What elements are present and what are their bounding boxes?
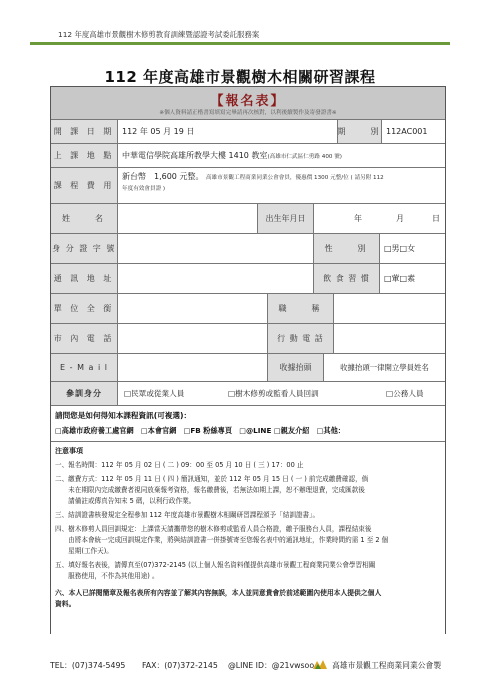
position-label: 職 稱 xyxy=(267,294,333,323)
mobile-label: 行 動 電 話 xyxy=(267,324,333,353)
venue-label: 上 課 地 點 xyxy=(51,144,117,167)
consent-line-2: 資料。 xyxy=(55,600,76,608)
row-date xyxy=(51,119,445,143)
identity-label: 參訓身分 xyxy=(51,382,117,405)
row-fee xyxy=(51,167,445,203)
session-label: 期 別 xyxy=(337,120,381,143)
date-label: 開 課 日 期 xyxy=(51,120,117,143)
birth-year: 年 xyxy=(354,214,362,223)
address-label: 通 訊 地 址 xyxy=(51,264,117,293)
note-line: 五、填好報名表後，請傳真至(07)372-2145 (以上個人報名資料僅提供高雄市景觀工程商業同業公會學習相關 xyxy=(55,561,376,569)
identity-option-retrain[interactable]: □樹木修剪或監看人員回訓 xyxy=(228,389,319,398)
id-field[interactable] xyxy=(117,234,313,263)
note-line: 二、繳費方式：112 年 05 月 11 日 ( 四 ) 簡訊通知，並於 112 年 05 月 15 日 ( 一 ) 前完成繳費確認，倘 xyxy=(55,475,369,483)
row-id xyxy=(51,233,445,263)
note-line: 三、結訓證書核發規定全程參加 112 年度高雄市景觀樹木相關研習課程頒予「結訓證書」。 xyxy=(55,511,320,519)
info-source-question: 請問您是如何得知本課程資訊(可複選)： xyxy=(55,411,192,420)
birth-day: 日 xyxy=(432,214,440,223)
header-divider xyxy=(30,42,450,45)
row-address xyxy=(51,263,445,293)
name-field[interactable] xyxy=(117,204,257,233)
phone-field[interactable] xyxy=(117,324,267,353)
row-name xyxy=(51,203,445,233)
top-header xyxy=(30,10,450,46)
page-title: 112 年度高雄市景觀樹木相關研習課程 xyxy=(104,68,376,86)
receipt-value: 收據抬頭一律開立學員姓名 xyxy=(323,354,445,381)
fee-member-note-2: 年度有效會員證 ) xyxy=(122,186,166,192)
footer-tel: TEL：(07)374-5495 xyxy=(50,661,126,670)
form-notice: ※個人資料請正楷書寫填寫完畢請再次核對，以利後續製作及寄發證書※ xyxy=(159,110,337,116)
footer-line-id: @LINE ID：@21vwsoo xyxy=(228,661,315,670)
gender-label: 性 別 xyxy=(313,234,379,263)
diet-options[interactable]: □葷□素 xyxy=(379,264,445,293)
fee-label: 課 程 費 用 xyxy=(51,168,117,203)
row-phone xyxy=(51,323,445,353)
company-label: 單 位 全 銜 xyxy=(51,294,117,323)
note-line: 一、報名時間：112 年 05 月 02 日 ( 二 ) 09：00 至 05 月 10 日 ( 三 ) 17：00 止 xyxy=(55,461,304,469)
email-field[interactable] xyxy=(117,354,267,381)
fee-amount: 新台幣 1,600 元整。 xyxy=(122,172,204,181)
identity-options xyxy=(117,382,445,405)
note-line: 四、樹木修剪人員回訓規定：上課當天請攜帶您的樹木修剪或監看人員合格證，繳予服務台人員，課程結束後 xyxy=(55,525,372,533)
email-label: E - M a i l xyxy=(51,354,117,381)
phone-label: 市 內 電 話 xyxy=(51,324,117,353)
row-venue xyxy=(51,143,445,167)
address-field[interactable] xyxy=(117,264,313,293)
venue-name: 中華電信學院高雄所教學大樓 1410 教室 xyxy=(122,151,268,160)
birth-month: 月 xyxy=(396,214,404,223)
association-logo-icon xyxy=(312,658,328,670)
venue-address: (高雄市仁武區仁勇路 400 號) xyxy=(267,153,342,160)
identity-option-public[interactable]: □民眾或從業人員 xyxy=(124,389,185,398)
footer-fax: FAX：(07)372-2145 xyxy=(142,661,218,670)
venue-value xyxy=(117,144,445,167)
note-line: 由將本會統一完成回訓規定作業，將與結訓證書一併掛號寄至您報名表中的通訊地址，作業時間約需 1 至 2 個 xyxy=(55,536,389,544)
birth-label: 出生年月日 xyxy=(257,204,313,233)
name-label: 姓 名 xyxy=(51,204,117,233)
gender-options[interactable]: □男□女 xyxy=(379,234,445,263)
row-company xyxy=(51,293,445,323)
note-line: 未在期限內完成繳費者視同放棄報考資格，報名繳費後，若無法如期上課，恕不辦理退費，完成匯款後 xyxy=(55,486,365,494)
note-line: 請備註或傳真告知末 5 碼，以利行政作業。 xyxy=(55,497,196,505)
position-field[interactable] xyxy=(333,294,445,323)
fee-value xyxy=(117,168,445,203)
info-source-options[interactable]: □高雄市政府養工處官網 □本會官網 □FB 粉絲專頁 □@LINE □親友介紹 □其他： xyxy=(55,426,345,435)
form-header xyxy=(51,87,445,119)
registration-form xyxy=(50,86,446,634)
identity-option-civil[interactable]: □公務人員 xyxy=(386,389,424,398)
notes-title: 注意事項 xyxy=(55,447,83,455)
mobile-field[interactable] xyxy=(333,324,445,353)
date-value[interactable]: 112 年 05 月 19 日 xyxy=(117,120,337,143)
project-name: 112 年度高雄市景觀樹木修剪教育訓練暨認證考試委託服務案 xyxy=(58,30,260,39)
company-field[interactable] xyxy=(117,294,267,323)
session-value[interactable]: 112AC001 xyxy=(381,120,445,143)
birth-field[interactable] xyxy=(313,204,445,233)
notes-section xyxy=(51,441,445,635)
footer xyxy=(50,660,446,674)
footer-org: 高雄市景觀工程商業同業公會製 xyxy=(332,661,442,670)
row-email xyxy=(51,353,445,381)
row-identity xyxy=(51,381,445,405)
note-line: 服務使用，不作為其他用途) 。 xyxy=(55,572,159,580)
id-label: 身 分 證 字 號 xyxy=(51,234,117,263)
note-line: 星期(工作天)。 xyxy=(55,547,113,555)
fee-member-note: 高雄市景觀工程商業同業公會會員，優惠價 1300 元整/位 ( 請另附 112 xyxy=(206,175,384,181)
consent-line: 六、本人已詳閱簡章及報名表所有內容並了解其內容無誤，本人並同意貴會於前述範圍內使用本人提供之個人 xyxy=(55,589,382,597)
receipt-label: 收據抬頭 xyxy=(267,354,323,381)
diet-label: 飲 食 習 慣 xyxy=(313,264,379,293)
row-info-source xyxy=(51,405,445,441)
form-title: 【報名表】 xyxy=(210,94,286,109)
